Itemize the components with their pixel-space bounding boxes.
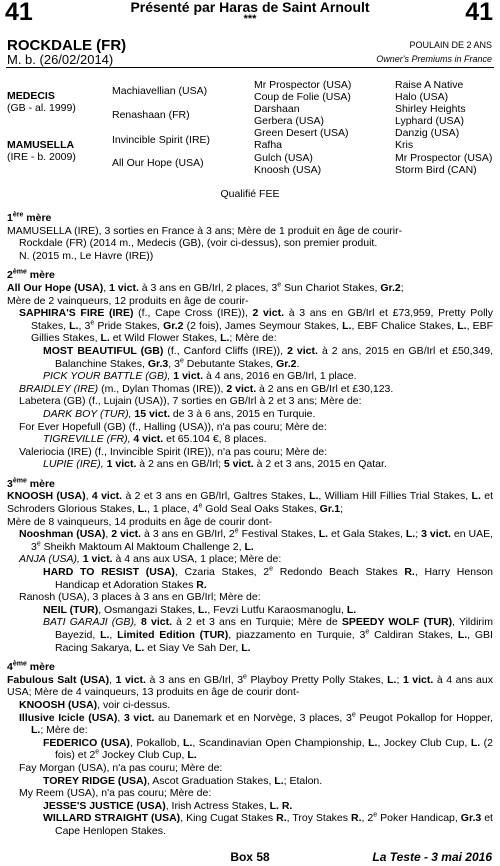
- section-heading: 3ème mère: [7, 477, 55, 490]
- pedigree-gen3: Rafha: [254, 139, 283, 151]
- paragraph: BRAIDLEY (IRE) (m., Dylan Thomas (IRE)), 2 vict. à 2 ans en GB/Irl et £30,123.: [19, 382, 394, 395]
- pedigree-gen3: Darshaan: [254, 103, 300, 115]
- qualification: Qualifié FEE: [220, 188, 280, 200]
- pedigree-gen2: All Our Hope (USA): [112, 157, 204, 169]
- paragraph: JESSE'S JUSTICE (USA), Irish Actress Stakes, L. R.: [43, 799, 293, 812]
- lot-number-left: 41: [5, 0, 33, 26]
- pedigree-gen4: Shirley Heights: [395, 103, 466, 115]
- paragraph: Rockdale (FR) (2014 m., Medecis (GB), (voir ci-dessus), son premier produit.: [19, 237, 378, 250]
- section-heading: 4ème mère: [7, 660, 55, 674]
- pedigree-dam-info: (IRE - b. 2009): [7, 151, 76, 163]
- pedigree-sire: MEDECIS: [7, 90, 55, 102]
- footer-sale-date: La Teste - 3 mai 2016: [372, 850, 492, 864]
- pedigree-gen3: Gerbera (USA): [254, 115, 325, 127]
- paragraph: WILLARD STRAIGHT (USA), King Cugat Stakes R., Troy Stakes R., 2e Poker Handicap, Gr.3 et Cape Henlopen Stakes.: [43, 811, 493, 837]
- paragraph: Fabulous Salt (USA), 1 vict. à 3 ans en GB/Irl, 3e Playboy Pretty Polly Stakes, L.; 1 vict. à 4 ans aux USA; Mère de 4 vainqueurs, 13 produits en âge de courir dont-: [7, 673, 493, 699]
- pedigree-gen2: Invincible Spirit (IRE): [112, 134, 211, 146]
- paragraph: TIGREVILLE (FR), 4 vict. et 65.104 €, 8 places.: [43, 433, 267, 446]
- pedigree-gen4: Storm Bird (CAN): [395, 164, 477, 176]
- paragraph: Ranosh (USA), 3 places à 3 ans en GB/Irl; Mère de:: [19, 591, 261, 604]
- paragraph: KNOOSH (USA), voir ci-dessus.: [19, 698, 171, 711]
- lot-number-right: 41: [465, 0, 493, 26]
- presenter-line: Présenté par Haras de Saint Arnoult: [130, 0, 370, 15]
- horse-name: ROCKDALE (FR): [7, 37, 127, 54]
- paragraph: PICK YOUR BATTLE (GB), 1 vict. à 4 ans, 2016 en GB/Irl, 1 place.: [43, 370, 357, 383]
- paragraph: LUPIE (IRE), 1 vict. à 2 ans en GB/Irl; 5 vict. à 2 et 3 ans, 2015 en Qatar.: [43, 458, 387, 471]
- paragraph: For Ever Hopefull (GB) (f., Halling (USA)), n'a pas couru; Mère de:: [19, 420, 327, 433]
- paragraph: NEIL (TUR), Osmangazi Stakes, L., Fevzi Lutfu Karaosmanoglu, L.: [43, 603, 357, 616]
- footer-box-number: Box 58: [230, 850, 270, 864]
- pedigree-gen3: Knoosh (USA): [254, 164, 322, 176]
- paragraph: Nooshman (USA), 2 vict. à 3 ans en GB/Irl, 2e Festival Stakes, L. et Gala Stakes, L.; 3 vict. en UAE, 3e Sheikh Maktoum Al Maktoum Challenge 2, L.: [19, 527, 493, 553]
- pedigree-sire-info: (GB - al. 1999): [7, 102, 76, 114]
- pedigree-gen3: Gulch (USA): [254, 152, 313, 164]
- pedigree-gen4: Lyphard (USA): [395, 115, 465, 127]
- family-notes: [7, 212, 493, 838]
- paragraph: Mère de 8 vainqueurs, 14 produits en âge de courir dont-: [7, 515, 272, 528]
- paragraph: Mère de 2 vainqueurs, 12 produits en âge de courir-: [7, 294, 249, 307]
- paragraph: Valeriocia (IRE) (f., Invincible Spirit (IRE)), n'a pas couru; Mère de:: [19, 445, 328, 458]
- sex-age: POULAIN DE 2 ANS: [409, 40, 492, 50]
- pedigree-gen4: Halo (USA): [395, 91, 449, 103]
- section-heading: 2ème mère: [7, 268, 55, 282]
- paragraph: All Our Hope (USA), 1 vict. à 3 ans en GB/Irl, 2 places, 3e Sun Chariot Stakes, Gr.2;: [7, 281, 404, 294]
- owner-premium: Owner's Premiums in France: [376, 54, 492, 64]
- paragraph: DARK BOY (TUR), 15 vict. de 3 à 6 ans, 2015 en Turquie.: [43, 407, 316, 420]
- pedigree-gen4: Mr Prospector (USA): [395, 152, 493, 164]
- paragraph: Fay Morgan (USA), n'a pas couru; Mère de:: [19, 761, 223, 774]
- horse-details: M. b. (26/02/2014): [7, 52, 114, 67]
- pedigree-gen4: Kris: [395, 139, 414, 151]
- paragraph: Illusive Icicle (USA), 3 vict. au Danemark et en Norvège, 3 places, 3e Peugot Pokallop for Hopper, L.; Mère de:: [19, 711, 493, 737]
- pedigree-dam: MAMUSELLA: [7, 139, 75, 151]
- paragraph: MOST BEAUTIFUL (GB) (f., Canford Cliffs (IRE)), 2 vict. à 2 ans, 2015 en GB/Irl et £50,349, Balanchine Stakes, Gr.3, 3e Debutante Stakes, Gr.2.: [43, 344, 493, 370]
- paragraph: HARD TO RESIST (USA), Czaria Stakes, 2e Redondo Beach Stakes R., Harry Henson Handicap et Adoration Stakes R.: [43, 565, 493, 591]
- paragraph: MAMUSELLA (IRE), 3 sorties en France à 3 ans; Mère de 1 produit en âge de courir-: [7, 224, 403, 237]
- pedigree-gen3: Mr Prospector (USA): [254, 79, 352, 91]
- paragraph: TOREY RIDGE (USA), Ascot Graduation Stakes, L.; Etalon.: [43, 774, 323, 787]
- paragraph: My Reem (USA), n'a pas couru; Mère de:: [19, 787, 212, 800]
- paragraph: BATI GARAJI (GB), 8 vict. à 2 et 3 ans en Turquie; Mère de SPEEDY WOLF (TUR), Yildirim Bayezid, L., Limited Edition (TUR), piazzamento en Turquie, 3e Caldiran Stakes, L., GBI Racing Sakarya, L. et Siay Ve Sah Der, L.: [43, 616, 493, 654]
- section-heading: 1ère mère: [7, 211, 52, 224]
- paragraph: Labetera (GB) (f., Lujain (USA)), 7 sorties en GB/Irl à 2 et 3 ans; Mère de:: [19, 395, 362, 408]
- paragraph: KNOOSH (USA), 4 vict. à 2 et 3 ans en GB/Irl, Galtres Stakes, L., William Hill Fillies Trial Stakes, L. et Schroders Glorious Stakes, L., 1 place, 4e Gold Seal Oaks Stakes, Gr.1;: [7, 490, 493, 516]
- paragraph: SAPHIRA'S FIRE (IRE) (f., Cape Cross (IRE)), 2 vict. à 3 ans en GB/Irl et £73,959, Pretty Polly Stakes, L., 3e Pride Stakes, Gr.2 (2 fois), James Seymour Stakes, L., EBF Chalice Stakes, L., EBF Gillies Stakes, L. et Wild Flower Stakes, L.; Mère de:: [19, 307, 494, 345]
- pedigree-gen2: Machiavellian (USA): [112, 85, 208, 97]
- pedigree-gen2: Renashaan (FR): [112, 109, 190, 121]
- pedigree-gen3: Coup de Folie (USA): [254, 91, 351, 103]
- paragraph: FEDERICO (USA), Pokallob, L., Scandinavian Open Championship, L., Jockey Club Cup, L. (2 fois) et 2e Jockey Club Cup, L.: [43, 736, 493, 762]
- pedigree-gen3: Green Desert (USA): [254, 127, 349, 139]
- pedigree-gen4: Danzig (USA): [395, 127, 460, 139]
- paragraph: ANJA (USA), 1 vict. à 4 ans aux USA, 1 place; Mère de:: [19, 553, 282, 566]
- pedigree-gen4: Raise A Native: [395, 79, 464, 91]
- stars: ***: [243, 13, 257, 25]
- header-rule: [6, 67, 494, 68]
- paragraph: N. (2015 m., Le Havre (IRE)): [19, 249, 154, 262]
